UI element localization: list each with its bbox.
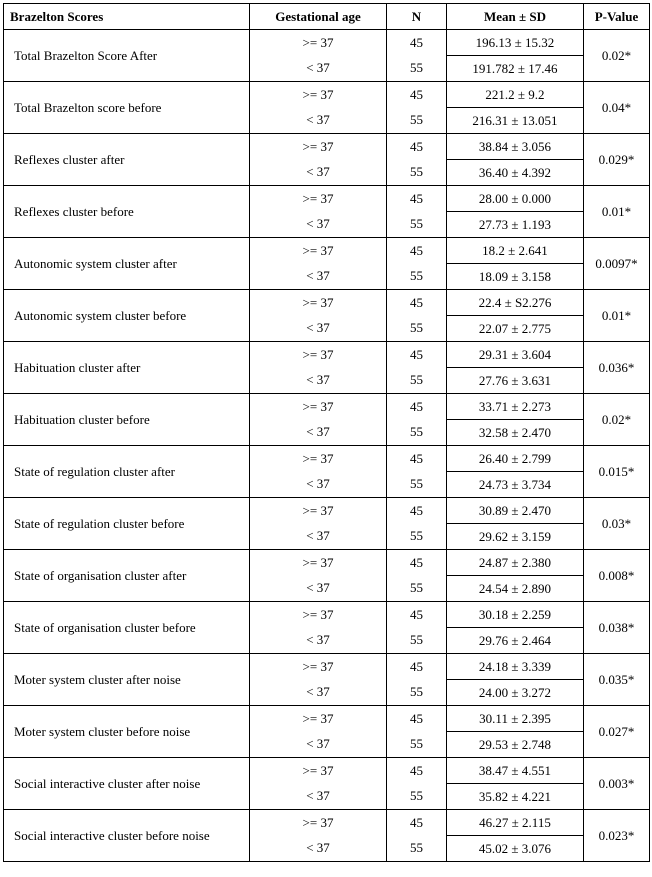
n-cell: 55	[387, 264, 447, 290]
table-body	[4, 30, 650, 862]
table-row	[4, 134, 650, 160]
mean-sd-cell: 29.53 ± 2.748	[447, 732, 584, 758]
table-row	[4, 810, 650, 836]
header-p-value: P-Value	[584, 4, 650, 30]
n-cell: 45	[387, 290, 447, 316]
n-cell: 55	[387, 108, 447, 134]
mean-sd-cell: 24.00 ± 3.272	[447, 680, 584, 706]
mean-sd-cell: 30.18 ± 2.259	[447, 602, 584, 628]
score-label: Moter system cluster before noise	[4, 706, 250, 758]
score-label: State of regulation cluster after	[4, 446, 250, 498]
table-row	[4, 550, 650, 576]
p-value-cell: 0.035*	[584, 654, 650, 706]
n-cell: 55	[387, 784, 447, 810]
n-cell: 45	[387, 186, 447, 212]
n-cell: 45	[387, 758, 447, 784]
n-cell: 45	[387, 342, 447, 368]
mean-sd-cell: 45.02 ± 3.076	[447, 836, 584, 862]
n-cell: 45	[387, 446, 447, 472]
mean-sd-cell: 221.2 ± 9.2	[447, 82, 584, 108]
n-cell: 55	[387, 160, 447, 186]
n-cell: 55	[387, 472, 447, 498]
mean-sd-cell: 29.62 ± 3.159	[447, 524, 584, 550]
n-cell: 55	[387, 628, 447, 654]
p-value-cell: 0.02*	[584, 394, 650, 446]
gestational-age-cell: >= 37	[250, 342, 387, 368]
gestational-age-cell: < 37	[250, 784, 387, 810]
mean-sd-cell: 27.73 ± 1.193	[447, 212, 584, 238]
gestational-age-cell: < 37	[250, 264, 387, 290]
gestational-age-cell: < 37	[250, 368, 387, 394]
mean-sd-cell: 36.40 ± 4.392	[447, 160, 584, 186]
gestational-age-cell: >= 37	[250, 134, 387, 160]
mean-sd-cell: 22.07 ± 2.775	[447, 316, 584, 342]
table-row	[4, 186, 650, 212]
mean-sd-cell: 24.87 ± 2.380	[447, 550, 584, 576]
gestational-age-cell: < 37	[250, 472, 387, 498]
mean-sd-cell: 30.11 ± 2.395	[447, 706, 584, 732]
gestational-age-cell: >= 37	[250, 810, 387, 836]
n-cell: 45	[387, 706, 447, 732]
table-row	[4, 654, 650, 680]
n-cell: 45	[387, 810, 447, 836]
p-value-cell: 0.01*	[584, 186, 650, 238]
score-label: Habituation cluster before	[4, 394, 250, 446]
gestational-age-cell: < 37	[250, 316, 387, 342]
mean-sd-cell: 27.76 ± 3.631	[447, 368, 584, 394]
p-value-cell: 0.015*	[584, 446, 650, 498]
header-mean-sd: Mean ± SD	[447, 4, 584, 30]
n-cell: 45	[387, 498, 447, 524]
gestational-age-cell: >= 37	[250, 394, 387, 420]
header-n: N	[387, 4, 447, 30]
brazelton-scores-table	[3, 3, 650, 862]
n-cell: 45	[387, 550, 447, 576]
table-row	[4, 394, 650, 420]
table-row	[4, 758, 650, 784]
mean-sd-cell: 38.84 ± 3.056	[447, 134, 584, 160]
table-row	[4, 498, 650, 524]
gestational-age-cell: < 37	[250, 576, 387, 602]
n-cell: 45	[387, 134, 447, 160]
mean-sd-cell: 29.31 ± 3.604	[447, 342, 584, 368]
p-value-cell: 0.027*	[584, 706, 650, 758]
gestational-age-cell: >= 37	[250, 602, 387, 628]
n-cell: 45	[387, 30, 447, 56]
n-cell: 55	[387, 680, 447, 706]
mean-sd-cell: 35.82 ± 4.221	[447, 784, 584, 810]
mean-sd-cell: 33.71 ± 2.273	[447, 394, 584, 420]
mean-sd-cell: 18.09 ± 3.158	[447, 264, 584, 290]
table-row	[4, 238, 650, 264]
gestational-age-cell: >= 37	[250, 706, 387, 732]
n-cell: 55	[387, 212, 447, 238]
table-row	[4, 602, 650, 628]
n-cell: 45	[387, 602, 447, 628]
p-value-cell: 0.03*	[584, 498, 650, 550]
score-label: State of organisation cluster before	[4, 602, 250, 654]
n-cell: 55	[387, 420, 447, 446]
header-gestational-age: Gestational age	[250, 4, 387, 30]
gestational-age-cell: < 37	[250, 628, 387, 654]
table-row	[4, 446, 650, 472]
p-value-cell: 0.029*	[584, 134, 650, 186]
gestational-age-cell: >= 37	[250, 238, 387, 264]
gestational-age-cell: < 37	[250, 420, 387, 446]
gestational-age-cell: < 37	[250, 56, 387, 82]
score-label: Reflexes cluster before	[4, 186, 250, 238]
n-cell: 45	[387, 394, 447, 420]
gestational-age-cell: < 37	[250, 836, 387, 862]
gestational-age-cell: >= 37	[250, 290, 387, 316]
mean-sd-cell: 30.89 ± 2.470	[447, 498, 584, 524]
mean-sd-cell: 28.00 ± 0.000	[447, 186, 584, 212]
score-label: Habituation cluster after	[4, 342, 250, 394]
mean-sd-cell: 191.782 ± 17.46	[447, 56, 584, 82]
table-row	[4, 290, 650, 316]
table-row	[4, 342, 650, 368]
mean-sd-cell: 32.58 ± 2.470	[447, 420, 584, 446]
p-value-cell: 0.04*	[584, 82, 650, 134]
p-value-cell: 0.038*	[584, 602, 650, 654]
mean-sd-cell: 24.54 ± 2.890	[447, 576, 584, 602]
p-value-cell: 0.003*	[584, 758, 650, 810]
score-label: Reflexes cluster after	[4, 134, 250, 186]
p-value-cell: 0.0097*	[584, 238, 650, 290]
gestational-age-cell: >= 37	[250, 758, 387, 784]
n-cell: 55	[387, 524, 447, 550]
p-value-cell: 0.02*	[584, 30, 650, 82]
gestational-age-cell: < 37	[250, 732, 387, 758]
gestational-age-cell: >= 37	[250, 186, 387, 212]
score-label: Total Brazelton Score After	[4, 30, 250, 82]
score-label: Social interactive cluster after noise	[4, 758, 250, 810]
table-header	[4, 4, 650, 30]
score-label: State of regulation cluster before	[4, 498, 250, 550]
gestational-age-cell: < 37	[250, 680, 387, 706]
p-value-cell: 0.036*	[584, 342, 650, 394]
header-brazelton-scores: Brazelton Scores	[4, 4, 250, 30]
table-row	[4, 82, 650, 108]
score-label: Social interactive cluster before noise	[4, 810, 250, 862]
mean-sd-cell: 24.18 ± 3.339	[447, 654, 584, 680]
n-cell: 55	[387, 836, 447, 862]
gestational-age-cell: >= 37	[250, 30, 387, 56]
mean-sd-cell: 24.73 ± 3.734	[447, 472, 584, 498]
p-value-cell: 0.01*	[584, 290, 650, 342]
gestational-age-cell: < 37	[250, 160, 387, 186]
gestational-age-cell: >= 37	[250, 550, 387, 576]
gestational-age-cell: < 37	[250, 108, 387, 134]
n-cell: 45	[387, 654, 447, 680]
mean-sd-cell: 216.31 ± 13.051	[447, 108, 584, 134]
gestational-age-cell: < 37	[250, 212, 387, 238]
n-cell: 55	[387, 56, 447, 82]
gestational-age-cell: < 37	[250, 524, 387, 550]
n-cell: 55	[387, 316, 447, 342]
mean-sd-cell: 38.47 ± 4.551	[447, 758, 584, 784]
p-value-cell: 0.023*	[584, 810, 650, 862]
score-label: Autonomic system cluster before	[4, 290, 250, 342]
score-label: Moter system cluster after noise	[4, 654, 250, 706]
mean-sd-cell: 26.40 ± 2.799	[447, 446, 584, 472]
gestational-age-cell: >= 37	[250, 82, 387, 108]
table-row	[4, 30, 650, 56]
mean-sd-cell: 18.2 ± 2.641	[447, 238, 584, 264]
table-row	[4, 706, 650, 732]
mean-sd-cell: 22.4 ± S2.276	[447, 290, 584, 316]
n-cell: 45	[387, 238, 447, 264]
mean-sd-cell: 46.27 ± 2.115	[447, 810, 584, 836]
n-cell: 45	[387, 82, 447, 108]
n-cell: 55	[387, 576, 447, 602]
p-value-cell: 0.008*	[584, 550, 650, 602]
score-label: Autonomic system cluster after	[4, 238, 250, 290]
header-row	[4, 4, 650, 30]
n-cell: 55	[387, 732, 447, 758]
score-label: Total Brazelton score before	[4, 82, 250, 134]
n-cell: 55	[387, 368, 447, 394]
mean-sd-cell: 196.13 ± 15.32	[447, 30, 584, 56]
gestational-age-cell: >= 37	[250, 654, 387, 680]
mean-sd-cell: 29.76 ± 2.464	[447, 628, 584, 654]
gestational-age-cell: >= 37	[250, 446, 387, 472]
gestational-age-cell: >= 37	[250, 498, 387, 524]
score-label: State of organisation cluster after	[4, 550, 250, 602]
